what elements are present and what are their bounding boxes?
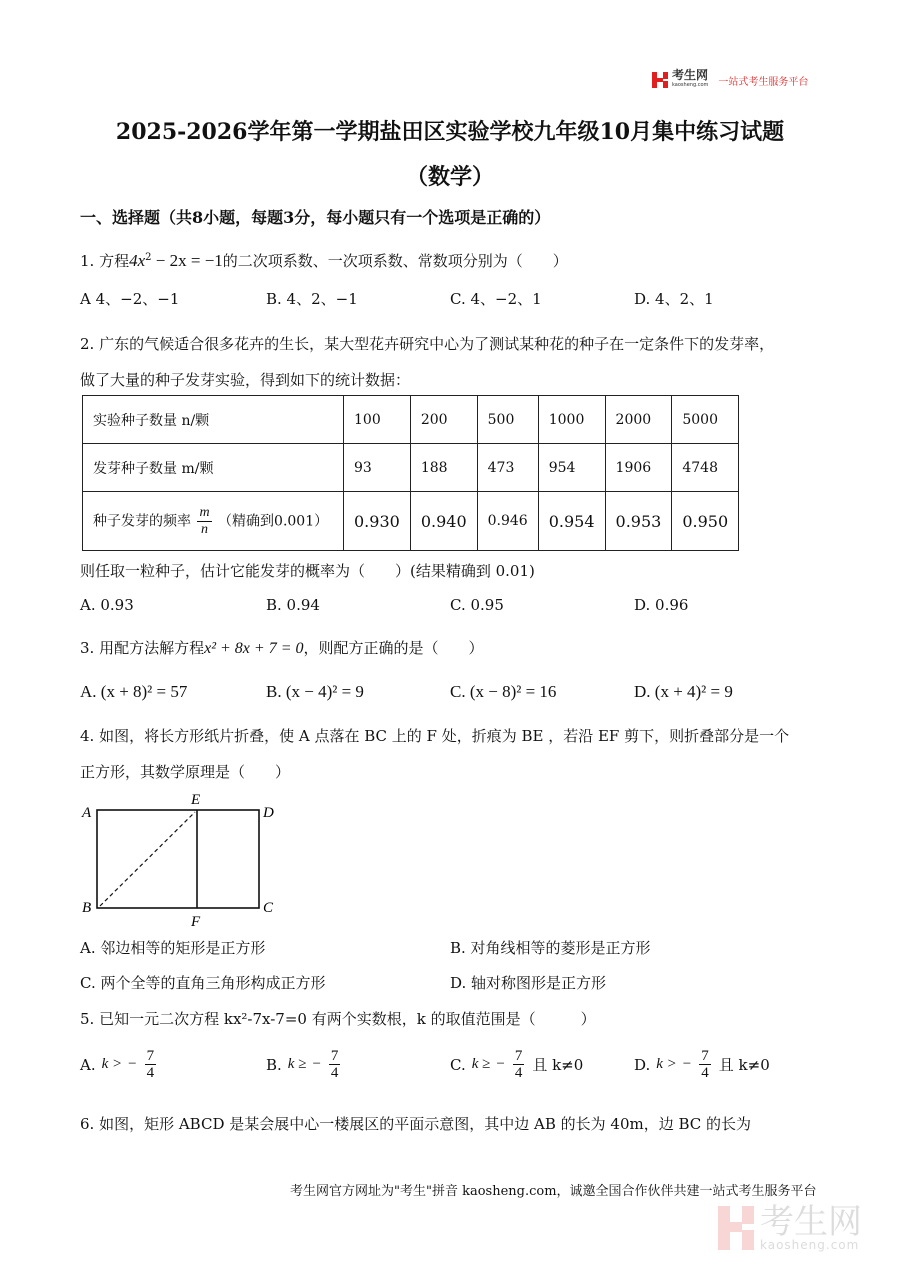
cell-freq: 0.953 (605, 492, 672, 551)
question-4-line2: 正方形，其数学原理是（ ） (80, 763, 291, 781)
watermark-name: 考生网 (760, 1202, 862, 1242)
m-over-n-fraction: $\frac{m}{n}$ (199, 504, 210, 537)
logo-slogan: 一站式考生服务平台 (718, 76, 809, 88)
watermark-domain: kaosheng.com (760, 1238, 860, 1252)
logo-name: 考生网 (672, 68, 709, 82)
fold-rectangle-figure (78, 788, 288, 928)
q4-option-c[interactable]: C. 两个全等的直角三角形构成正方形 (80, 974, 326, 992)
fold-line-be (100, 812, 195, 906)
q2-option-c[interactable]: C. 0.95 (450, 596, 504, 614)
cell-m: 473 (477, 444, 538, 492)
label-c: C (263, 900, 274, 916)
cell-freq: 0.954 (538, 492, 605, 551)
fraction: $\frac{7}{4}$ (701, 1048, 709, 1081)
cell-freq: 0.930 (344, 492, 411, 551)
cell-m: 93 (344, 444, 411, 492)
q1-equation: 4x (129, 251, 146, 270)
q3-option-d[interactable]: D. (x + 4)² = 9 (634, 682, 733, 701)
question-3-stem: 3. 用配方法解方程x² + 8x + 7 = 0，则配方正确的是（ ） (80, 639, 484, 657)
label-e: E (191, 792, 201, 808)
cell-m: 954 (538, 444, 605, 492)
label-d: D (263, 805, 274, 821)
question-6-line1: 6. 如图，矩形 ABCD 是某会展中心一楼展区的平面示意图，其中边 AB 的长为 40m，边 BC 的长为 (80, 1115, 752, 1133)
row-label-m: 发芽种子数量 m/颗 (83, 444, 344, 492)
q2-option-d[interactable]: D. 0.96 (634, 596, 689, 614)
fraction: $\frac{7}{4}$ (514, 1048, 523, 1081)
question-1-stem: 1. 方程$4x^2 - 2x = -1$的二次项系数、一次项系数、常数项分别为（ ） (80, 251, 568, 270)
page-subtitle: （数学） (405, 164, 494, 190)
label-f: F (191, 914, 201, 928)
cell-m: 188 (410, 444, 477, 492)
rectangle-abcd (97, 810, 259, 908)
cell-n: 2000 (605, 396, 672, 444)
row-label-n: 实验种子数量 n/颗 (83, 396, 344, 444)
q2-option-b[interactable]: B. 0.94 (266, 596, 320, 614)
cell-n: 1000 (538, 396, 605, 444)
label-b: B (82, 900, 92, 916)
q3-equation: x² + 8x + 7 = 0 (204, 640, 304, 657)
cell-n: 500 (477, 396, 538, 444)
table-row (83, 492, 739, 551)
q4-option-a[interactable]: A. 邻边相等的矩形是正方形 (80, 939, 266, 957)
cell-freq: 0.940 (410, 492, 477, 551)
q1-option-d[interactable]: D. 4、2、1 (634, 290, 714, 308)
row-label-freq: 种子发芽的频率 $\frac{m}{n}$ （精确到0.001） (83, 492, 344, 551)
cell-freq: 0.950 (672, 492, 739, 551)
page-title: 2025-2026学年第一学期盐田区实验学校九年级10月集中练习试题 (115, 119, 785, 145)
label-a: A (82, 805, 92, 821)
fraction: $\frac{7}{4}$ (146, 1048, 155, 1081)
cell-m: 4748 (672, 444, 739, 492)
kaosheng-logo-icon (652, 72, 668, 88)
question-5-stem: 5. 已知一元二次方程 kx²-7x-7=0 有两个实数根，k 的取值范围是（ ） (80, 1010, 596, 1028)
q3-option-c[interactable]: C. (x − 8)² = 16 (450, 682, 557, 701)
watermark (718, 1202, 862, 1252)
footer-text: 考生网官方网址为"考生"拼音 kaosheng.com，诚邀全国合作伙伴共建一站式考生服务平台 (290, 1184, 817, 1199)
question-4-line1: 4. 如图，将长方形纸片折叠，使 A 点落在 BC 上的 F 处，折痕为 BE ，若沿 EF 剪下，则折叠部分是一个 (80, 727, 790, 745)
cell-n: 5000 (672, 396, 739, 444)
question-2-line1: 2. 广东的气候适合很多花卉的生长，某大型花卉研究中心为了测试某种花的种子在一定条件下的发芽率， (80, 335, 775, 353)
q3-option-b[interactable]: B. (x − 4)² = 9 (266, 682, 364, 701)
q5-option-b[interactable]: B. k ≥ − $\frac{7}{4}$ (266, 1048, 339, 1081)
cell-n: 100 (344, 396, 411, 444)
fraction: $\frac{7}{4}$ (330, 1048, 339, 1081)
q1-option-b[interactable]: B. 4、2、−1 (266, 290, 358, 308)
q2-option-a[interactable]: A. 0.93 (80, 596, 134, 614)
q5-option-a[interactable]: A. k > − $\frac{7}{4}$ (80, 1048, 155, 1081)
seed-data-table (82, 395, 739, 551)
table-row (83, 444, 739, 492)
q1-option-c[interactable]: C. 4、−2、1 (450, 290, 542, 308)
watermark-logo-icon (718, 1206, 754, 1250)
q5-option-c[interactable]: C. k ≥ − $\frac{7}{4}$ 且 k≠0 (450, 1048, 584, 1081)
q5-option-d[interactable]: D. k > − $\frac{7}{4}$ 且 k≠0 (634, 1048, 770, 1081)
table-row (83, 396, 739, 444)
header-logo (652, 70, 808, 90)
section-heading: 一、选择题（共8小题，每题3分，每小题只有一个选项是正确的） (80, 208, 551, 227)
cell-freq: 0.946 (477, 492, 538, 551)
q4-option-d[interactable]: D. 轴对称图形是正方形 (450, 974, 607, 992)
question-2-ask: 则任取一粒种子，估计它能发芽的概率为（ ）(结果精确到 0.01) (80, 562, 535, 580)
q3-option-a[interactable]: A. (x + 8)² = 57 (80, 682, 188, 701)
q4-option-b[interactable]: B. 对角线相等的菱形是正方形 (450, 939, 651, 957)
question-2-line2: 做了大量的种子发芽实验，得到如下的统计数据： (80, 371, 411, 389)
cell-m: 1906 (605, 444, 672, 492)
logo-domain: kaosheng.com (672, 82, 709, 88)
cell-n: 200 (410, 396, 477, 444)
q1-option-a[interactable]: A 4、−2、−1 (80, 290, 180, 308)
